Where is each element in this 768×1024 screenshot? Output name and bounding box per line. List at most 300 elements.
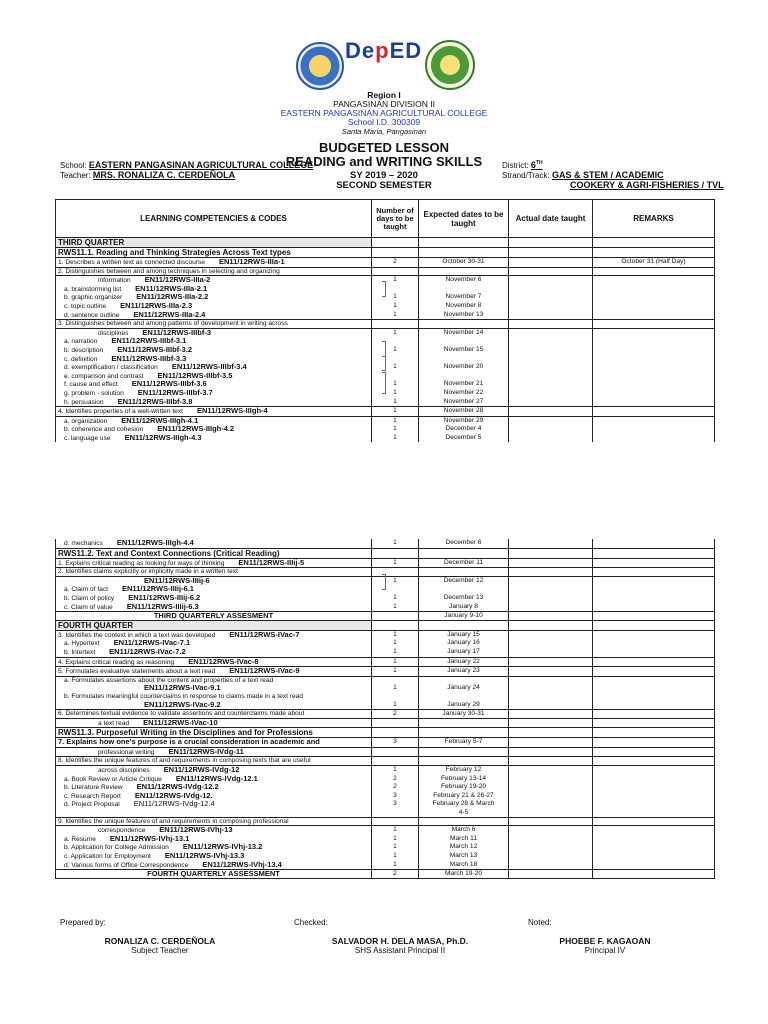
competency-text: 8. Identifies the unique features of and requirements in composing texts that are useful [58,757,311,765]
expected-date-cell: December 4 [419,425,509,434]
actual-date-cell [509,576,593,585]
competency-code: EN11/12RWS-IIIa-2.4 [133,309,206,319]
competency-text: c. Research Report [64,792,121,800]
expected-date-cell: November 7 [419,293,509,302]
competency-cell [56,568,372,577]
actual-date-cell [509,667,593,677]
competency-code: EN11/12RWS-IIIbf-3.4 [171,362,247,372]
remarks-cell [593,775,715,784]
days-cell: 1 [372,539,419,548]
actual-date-cell [509,380,593,389]
expected-date-cell: November 29 [419,416,509,425]
competency-code: EN11/12RWS-IIIij-6.1 [121,584,194,594]
expected-date-cell: December 11 [419,558,509,568]
competency-text: b. Application for College Admission [64,844,169,852]
competency-cell [56,684,372,693]
competency-text: 3. Distinguishes between and among patterns of development in writing across [58,320,288,328]
actual-date-cell [509,800,593,809]
days-cell: 1 [372,852,419,861]
competency-cell [56,302,372,311]
competency-text: 9. Identifies the unique features of and requirements in composing professional [58,817,289,825]
remarks-cell [593,766,715,775]
competency-text: a text read [98,719,130,727]
competency-code: EN11/12RWS-IVdg-12.2 [136,782,219,792]
expected-date-cell: November 27 [419,398,509,407]
competency-cell [56,434,372,443]
table-row [56,809,715,817]
remarks-cell [593,693,715,701]
remarks-cell [593,747,715,757]
expected-date-cell: October 30-31 [419,258,509,268]
actual-date-cell [509,710,593,719]
remarks-cell [593,355,715,364]
actual-date-cell [509,293,593,302]
expected-date-cell: January 22 [419,657,509,667]
competency-code: EN11/12RWS-IIIa-1 [218,257,285,266]
competency-text: 3. Identifies the context in which a text was developed [58,631,216,639]
days-cell: 1 [372,861,419,870]
expected-date-cell [419,676,509,684]
remarks-cell [593,267,715,276]
remarks-cell [593,539,715,548]
competency-cell [56,346,372,355]
competency-text: c. Claim of value [64,603,113,611]
competency-cell [56,267,372,276]
remarks-cell [593,612,715,621]
competency-code: EN11/12RWS-IVac-7.2 [109,646,186,656]
days-cell: 1 [372,826,419,835]
doc-title-line2: READING and WRITING SKILLS [285,154,483,169]
expected-date-cell: February 13-14 [419,775,509,784]
quarter-heading: THIRD QUARTER [56,238,372,248]
table-row [56,620,715,630]
expected-date-cell: 4-5 [419,809,509,817]
actual-date-cell [509,852,593,861]
noted-signatory: PHOEBE F. KAGAOAN Principal IV [559,936,651,955]
days-cell: 1 [372,311,419,320]
competency-cell [56,710,372,719]
competency-code: EN11/12RWS-IIIij-6.2 [128,592,201,602]
empty-cell [372,238,419,248]
actual-date-cell [509,603,593,612]
competency-code: EN11/12RWS-IIIij-6.3 [126,601,199,611]
table-row [56,311,715,320]
expected-date-cell: January 30-31 [419,710,509,719]
empty-cell [509,548,593,558]
competency-cell [56,648,372,657]
remarks-cell [593,558,715,568]
competency-code: EN11/12RWS-IVhj-13.3 [164,851,245,860]
remarks-cell: October 31 (Half Day) [593,258,715,268]
competency-text: c. definition [64,355,98,363]
competency-code: EN11/12RWS-IIIa-2 [144,275,211,285]
actual-date-cell [509,285,593,294]
competency-code: EN11/12RWS-IIIbf-3.1 [111,336,187,346]
col-days: Number of days to be taught [372,200,419,238]
actual-date-cell [509,809,593,817]
competency-text: 4. Identifies properties of a well-written text [58,408,183,416]
expected-date-cell [419,568,509,577]
competency-cell [56,809,372,817]
lesson-table-part1 [55,199,715,442]
expected-date-cell: January 16 [419,639,509,648]
competency-text: b. description [64,346,104,354]
competency-code: EN11/12RWS-IVac-7 [229,629,300,639]
competency-text: a. brainstorming list [64,285,122,293]
remarks-cell [593,738,715,748]
remarks-cell [593,835,715,844]
competency-cell [56,701,372,710]
competency-cell [56,380,372,389]
remarks-cell [593,398,715,407]
remarks-cell [593,603,715,612]
days-cell: 2 [372,258,419,268]
competency-text: 4. Explains critical reading as reasoning [58,658,175,666]
remarks-cell [593,639,715,648]
competency-cell [56,425,372,434]
checked-signatory: SALVADOR H. DELA MASA, Ph.D. SHS Assistant Principal II [331,936,469,955]
days-cell: 1 [372,576,419,585]
competency-code: EN11/12RWS-IVac-9.2 [144,699,221,709]
strand-info: Strand/Track: GAS & STEM / ACADEMIC [502,170,664,180]
remarks-cell [593,710,715,719]
competency-code: EN11/12RWS-IVac-10 [143,717,218,727]
expected-date-cell [419,285,509,294]
expected-date-cell [419,585,509,594]
prepared-label: Prepared by: [60,918,106,927]
expected-date-cell: December 12 [419,576,509,585]
actual-date-cell [509,861,593,870]
expected-date-cell: November 15 [419,346,509,355]
actual-date-cell [509,558,593,568]
noted-label: Noted: [528,918,552,927]
competency-cell [56,407,372,417]
teacher-info: Teacher: MRS. RONALIZA C. CERDEÑOLA [60,170,236,180]
district-info: District: 6TH [502,160,543,170]
days-cell: 1 [372,302,419,311]
school-id-text: School I.D. 300309 [347,117,421,127]
expected-date-cell: November 20 [419,363,509,372]
days-cell: 1 [372,434,419,443]
table-row [56,817,715,826]
bracket-mark [382,574,386,590]
days-cell [372,337,419,346]
empty-cell [372,248,419,258]
remarks-cell [593,328,715,337]
expected-date-cell: January 23 [419,667,509,677]
competency-cell [56,800,372,809]
actual-date-cell [509,718,593,728]
competency-code: EN11/12RWS-IIIbf-3.6 [131,379,207,389]
empty-cell [593,728,715,738]
table-row [56,258,715,268]
days-cell [372,355,419,364]
expected-date-cell: November 8 [419,302,509,311]
competency-cell [56,747,372,757]
competency-text: 1. Explains critical reading as looking for ways of thinking [58,559,225,567]
competency-cell [56,585,372,594]
competency-code: EN11/12RWS-IIIgh-4.4 [116,538,194,547]
empty-cell [509,620,593,630]
competency-code: EN11/12RWS-IIIgh-4.1 [121,415,199,425]
bracket-mark [382,341,386,357]
actual-date-cell [509,693,593,701]
actual-date-cell [509,783,593,792]
table-row [56,747,715,757]
empty-cell [509,248,593,258]
strand-info-2: COOKERY & AGRI-FISHERIES / TVL [570,180,724,190]
empty-cell [419,238,509,248]
school-year: SY 2019 – 2020 [350,170,418,181]
competency-text: b. Claim of policy [64,594,115,602]
competency-code: EN11/12RWS-IVac-7.1 [113,638,191,648]
competency-code: EN11/12RWS-IVac-9 [229,666,300,676]
expected-date-cell [419,718,509,728]
remarks-cell [593,425,715,434]
actual-date-cell [509,612,593,621]
remarks-cell [593,380,715,389]
days-cell: 1 [372,630,419,639]
school-name-text: EASTERN PANGASINAN AGRICULTURAL COLLEGE [280,108,488,118]
empty-cell [419,248,509,258]
remarks-cell [593,407,715,417]
actual-date-cell [509,311,593,320]
table-row [56,248,715,258]
expected-date-cell [419,320,509,329]
remarks-cell [593,434,715,443]
competency-cell [56,293,372,302]
remarks-cell [593,346,715,355]
competency-text: b. graphic organizer [64,294,123,302]
actual-date-cell [509,738,593,748]
expected-date-cell: December 6 [419,539,509,548]
actual-date-cell [509,766,593,775]
table-row [56,684,715,693]
expected-date-cell: March 12 [419,843,509,852]
days-cell [372,676,419,684]
competency-code: EN11/12RWS-IVdg-12 [163,765,240,775]
days-cell [372,585,419,594]
competency-text: c. Application for Employment [64,853,151,860]
empty-cell [419,548,509,558]
remarks-cell [593,416,715,425]
competency-code: EN11/12RWS-IIIbf-3.3 [111,353,187,363]
remarks-cell [593,826,715,835]
competency-code: EN11/12RWS-IVac-8 [188,656,259,666]
col-remarks: REMARKS [593,200,715,238]
days-cell: 1 [372,363,419,372]
expected-date-cell: February 19-20 [419,783,509,792]
remarks-cell [593,648,715,657]
competency-text: a. narration [64,338,98,346]
actual-date-cell [509,585,593,594]
actual-date-cell [509,594,593,603]
competency-cell [56,612,372,621]
competency-code: EN11/12RWS-IIIij-6 [144,575,210,585]
actual-date-cell [509,328,593,337]
competency-code: EN11/12RWS-IVdg-12.4 [133,799,215,809]
days-cell [372,267,419,276]
competency-cell [56,389,372,398]
actual-date-cell [509,355,593,364]
competency-text: b. coherence and cohesion [64,426,144,434]
table-row [56,612,715,621]
days-cell [372,809,419,817]
bracket-mark [382,356,386,371]
actual-date-cell [509,757,593,766]
table-row [56,835,715,844]
expected-date-cell [419,337,509,346]
expected-date-cell [419,747,509,757]
days-cell: 2 [372,870,419,879]
competency-text: b. Literature Review [64,784,123,792]
actual-date-cell [509,337,593,346]
table-row [56,757,715,766]
remarks-cell [593,701,715,710]
competency-cell [56,870,372,879]
actual-date-cell [509,372,593,381]
actual-date-cell [509,363,593,372]
table-row [56,701,715,710]
days-cell [372,285,419,294]
competency-text: c. language use [64,434,111,442]
competency-code: EN11/12RWS-IIIbf-3.5 [157,370,233,380]
table-row [56,667,715,677]
competency-code: EN11/12RWS-IVhj-13 [159,825,233,835]
competency-code: EN11/12RWS-IIIa-2.1 [135,283,208,293]
expected-date-cell: November 28 [419,407,509,417]
competency-text: correspondence [98,827,146,835]
actual-date-cell [509,835,593,844]
competency-text: b. Intertext [64,648,96,656]
competency-text: 7. Explains how one's purpose is a crucial consideration in academic and [58,737,320,747]
bracket-mark [382,372,386,394]
expected-date-cell [419,757,509,766]
table-row [56,870,715,879]
competency-text: c. topic outline [64,302,107,310]
table-row [56,766,715,775]
competency-cell [56,320,372,329]
expected-date-cell: January 24 [419,684,509,693]
table-row [56,843,715,852]
actual-date-cell [509,817,593,826]
expected-date-cell [419,372,509,381]
remarks-cell [593,568,715,577]
competency-code: EN11/12RWS-IVhj-13.2 [182,842,263,852]
competency-code: EN11/12RWS-IIIgh-4 [196,406,268,416]
competency-code: EN11/12RWS-IIIa-2.2 [136,292,209,302]
remarks-cell [593,757,715,766]
actual-date-cell [509,843,593,852]
days-cell [372,612,419,621]
expected-date-cell: November 22 [419,389,509,398]
remarks-cell [593,311,715,320]
table-row [56,648,715,657]
competency-text: 6. Determines textual evidence to validate assertions and counterclaims made about [58,710,305,718]
competency-text: disciplines [98,329,129,337]
days-cell [372,817,419,826]
days-cell: 3 [372,738,419,748]
actual-date-cell [509,389,593,398]
competency-cell [56,558,372,568]
col-expected: Expected dates to be taught [419,200,509,238]
days-cell: 1 [372,843,419,852]
remarks-cell [593,594,715,603]
competency-text: a. Claim of fact [64,586,108,594]
days-cell: 1 [372,425,419,434]
table-row [56,539,715,548]
days-cell: 1 [372,407,419,417]
remarks-cell [593,718,715,728]
competency-cell [56,258,372,268]
competency-cell [56,328,372,337]
days-cell [372,568,419,577]
competency-text: e. comparison and contrast [64,372,144,380]
days-cell: 3 [372,800,419,809]
days-cell: 1 [372,648,419,657]
actual-date-cell [509,539,593,548]
remarks-cell [593,783,715,792]
days-cell: 1 [372,835,419,844]
expected-date-cell: February 5-7 [419,738,509,748]
division-seal-logo [296,42,344,90]
days-cell [372,320,419,329]
expected-date-cell: December 5 [419,434,509,443]
actual-date-cell [509,258,593,268]
competency-cell [56,594,372,603]
expected-date-cell [419,355,509,364]
actual-date-cell [509,701,593,710]
competency-text: b. Formulates meaningful counterclaims in response to claims made in a text read [64,692,303,700]
table-row [56,558,715,568]
competency-code: EN11/12RWS-IIIgh-4.3 [124,432,202,442]
competency-text: d. sentence outline [64,311,120,319]
empty-cell [372,548,419,558]
days-cell: 2 [372,775,419,784]
competency-text: 2. Distinguishes between and among techniques in selecting and organizing [58,267,280,275]
competency-text: across disciplines [98,767,150,775]
remarks-cell [593,389,715,398]
actual-date-cell [509,747,593,757]
expected-date-cell: February 21 & 26-27 [419,792,509,801]
assessment-label: FOURTH QUARTERLY ASSESSMENT [147,869,280,879]
expected-date-cell: March 19-20 [419,870,509,879]
remarks-cell [593,800,715,809]
table-row [56,398,715,407]
college-seal-logo [425,40,475,90]
days-cell: 2 [372,710,419,719]
competency-text: professional writing [98,748,155,756]
days-cell: 1 [372,667,419,677]
actual-date-cell [509,630,593,639]
actual-date-cell [509,826,593,835]
expected-date-cell: January 8 [419,603,509,612]
expected-date-cell: March 18 [419,861,509,870]
competency-cell [56,639,372,648]
days-cell: 1 [372,398,419,407]
empty-cell [372,728,419,738]
remarks-cell [593,657,715,667]
actual-date-cell [509,276,593,285]
empty-cell [419,728,509,738]
competency-text: d. Project Proposal [64,801,120,809]
actual-date-cell [509,407,593,417]
actual-date-cell [509,775,593,784]
expected-date-cell [419,817,509,826]
table-row [56,718,715,728]
days-cell: 1 [372,380,419,389]
expected-date-cell: November 14 [419,328,509,337]
